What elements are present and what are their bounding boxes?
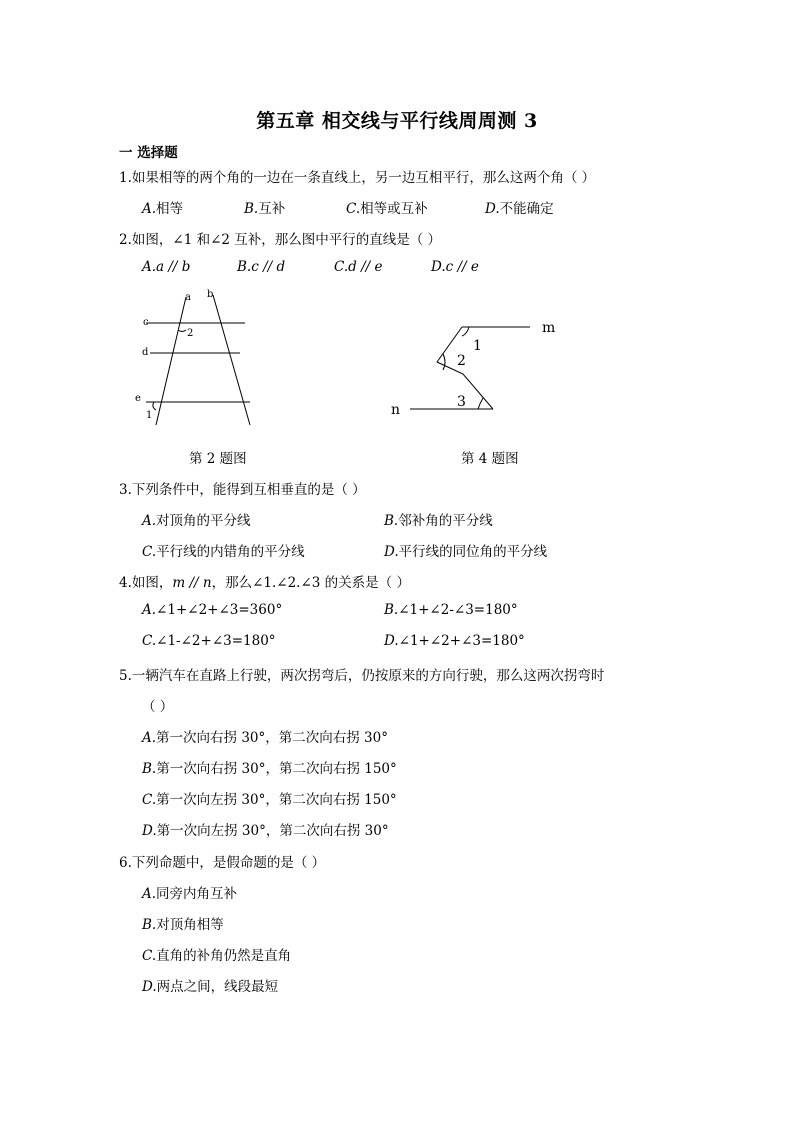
q1-option-a: A.相等 bbox=[142, 201, 184, 217]
question-6-stem: 6.下列命题中，是假命题的是（ ） bbox=[119, 855, 326, 871]
page-title: 第五章 相交线与平行线周周测 3 bbox=[256, 110, 538, 132]
label-angle-2: 2 bbox=[457, 353, 466, 369]
label-b: b bbox=[207, 289, 214, 300]
figure-4-caption: 第 4 题图 bbox=[461, 451, 519, 467]
label-d: d bbox=[142, 347, 149, 358]
q1-option-c: C.相等或互补 bbox=[346, 201, 428, 217]
q6-option-b: B.对顶角相等 bbox=[142, 917, 224, 933]
question-5-stem: 5.一辆汽车在直路上行驶，两次拐弯后，仍按原来的方向行驶，那么这两次拐弯时 bbox=[119, 668, 605, 684]
q5-option-a: A.第一次向右拐 30°，第二次向右拐 30° bbox=[142, 730, 388, 746]
line-b bbox=[213, 295, 250, 425]
line-a bbox=[156, 297, 186, 425]
q5-option-d: D.第一次向左拐 30°，第二次向右拐 30° bbox=[142, 823, 389, 839]
q2-option-b: B.c // d bbox=[237, 259, 286, 275]
q2-option-a: A.a // b bbox=[142, 259, 191, 275]
label-angle-1: 1 bbox=[473, 338, 482, 354]
q3-option-d: D.平行线的同位角的平分线 bbox=[384, 544, 548, 560]
figure-4-diagram bbox=[385, 312, 575, 422]
angle-1-arc bbox=[462, 327, 469, 336]
q4-option-a: A.∠1+∠2+∠3=360° bbox=[142, 602, 283, 618]
q1-option-d: D.不能确定 bbox=[485, 201, 554, 217]
angle-1-arc bbox=[153, 402, 156, 410]
angle-3-arc bbox=[478, 398, 483, 409]
question-5-paren: （ ） bbox=[142, 699, 174, 715]
q4-option-d: D.∠1+∠2+∠3=180° bbox=[384, 633, 525, 649]
q1-option-b: B.互补 bbox=[244, 201, 286, 217]
question-2-stem: 2.如图，∠1 和∠2 互补，那么图中平行的直线是（ ） bbox=[119, 232, 442, 248]
question-3-stem: 3.下列条件中，能得到互相垂直的是（ ） bbox=[119, 482, 366, 498]
label-a: a bbox=[185, 292, 191, 303]
label-angle-3: 3 bbox=[457, 394, 466, 410]
q6-option-c: C.直角的补角仍然是直角 bbox=[142, 948, 292, 964]
label-n: n bbox=[391, 402, 401, 418]
label-e: e bbox=[135, 393, 141, 404]
q2-option-c: C.d // e bbox=[334, 259, 383, 275]
angle-2-arc bbox=[178, 330, 186, 332]
q6-option-a: A.同旁内角互补 bbox=[142, 886, 238, 902]
q2-option-d: D.c // e bbox=[431, 259, 479, 275]
q4-option-c: C.∠1-∠2+∠3=180° bbox=[142, 633, 276, 649]
section-heading: 一 选择题 bbox=[119, 145, 178, 161]
question-4-stem: 4.如图，m // n，那么∠1.∠2.∠3 的关系是（ ） bbox=[119, 575, 410, 591]
label-c: c bbox=[143, 317, 149, 328]
q4-option-b: B.∠1+∠2-∠3=180° bbox=[384, 602, 518, 618]
q6-option-d: D.两点之间，线段最短 bbox=[142, 979, 279, 995]
label-m: m bbox=[542, 320, 556, 336]
figure-2-caption: 第 2 题图 bbox=[189, 451, 247, 467]
label-angle-2: 2 bbox=[187, 328, 194, 339]
figure-2-diagram bbox=[130, 285, 260, 435]
q5-option-c: C.第一次向左拐 30°，第二次向右拐 150° bbox=[142, 792, 397, 808]
q3-option-b: B.邻补角的平分线 bbox=[384, 513, 493, 529]
q3-option-c: C.平行线的内错角的平分线 bbox=[142, 544, 305, 560]
q5-option-b: B.第一次向右拐 30°，第二次向右拐 150° bbox=[142, 761, 397, 777]
question-1-stem: 1.如果相等的两个角的一边在一条直线上，另一边互相平行，那么这两个角（ ） bbox=[119, 170, 596, 186]
label-angle-1: 1 bbox=[146, 410, 153, 421]
angle-2-arc bbox=[443, 354, 445, 370]
q3-option-a: A.对顶角的平分线 bbox=[142, 513, 251, 529]
